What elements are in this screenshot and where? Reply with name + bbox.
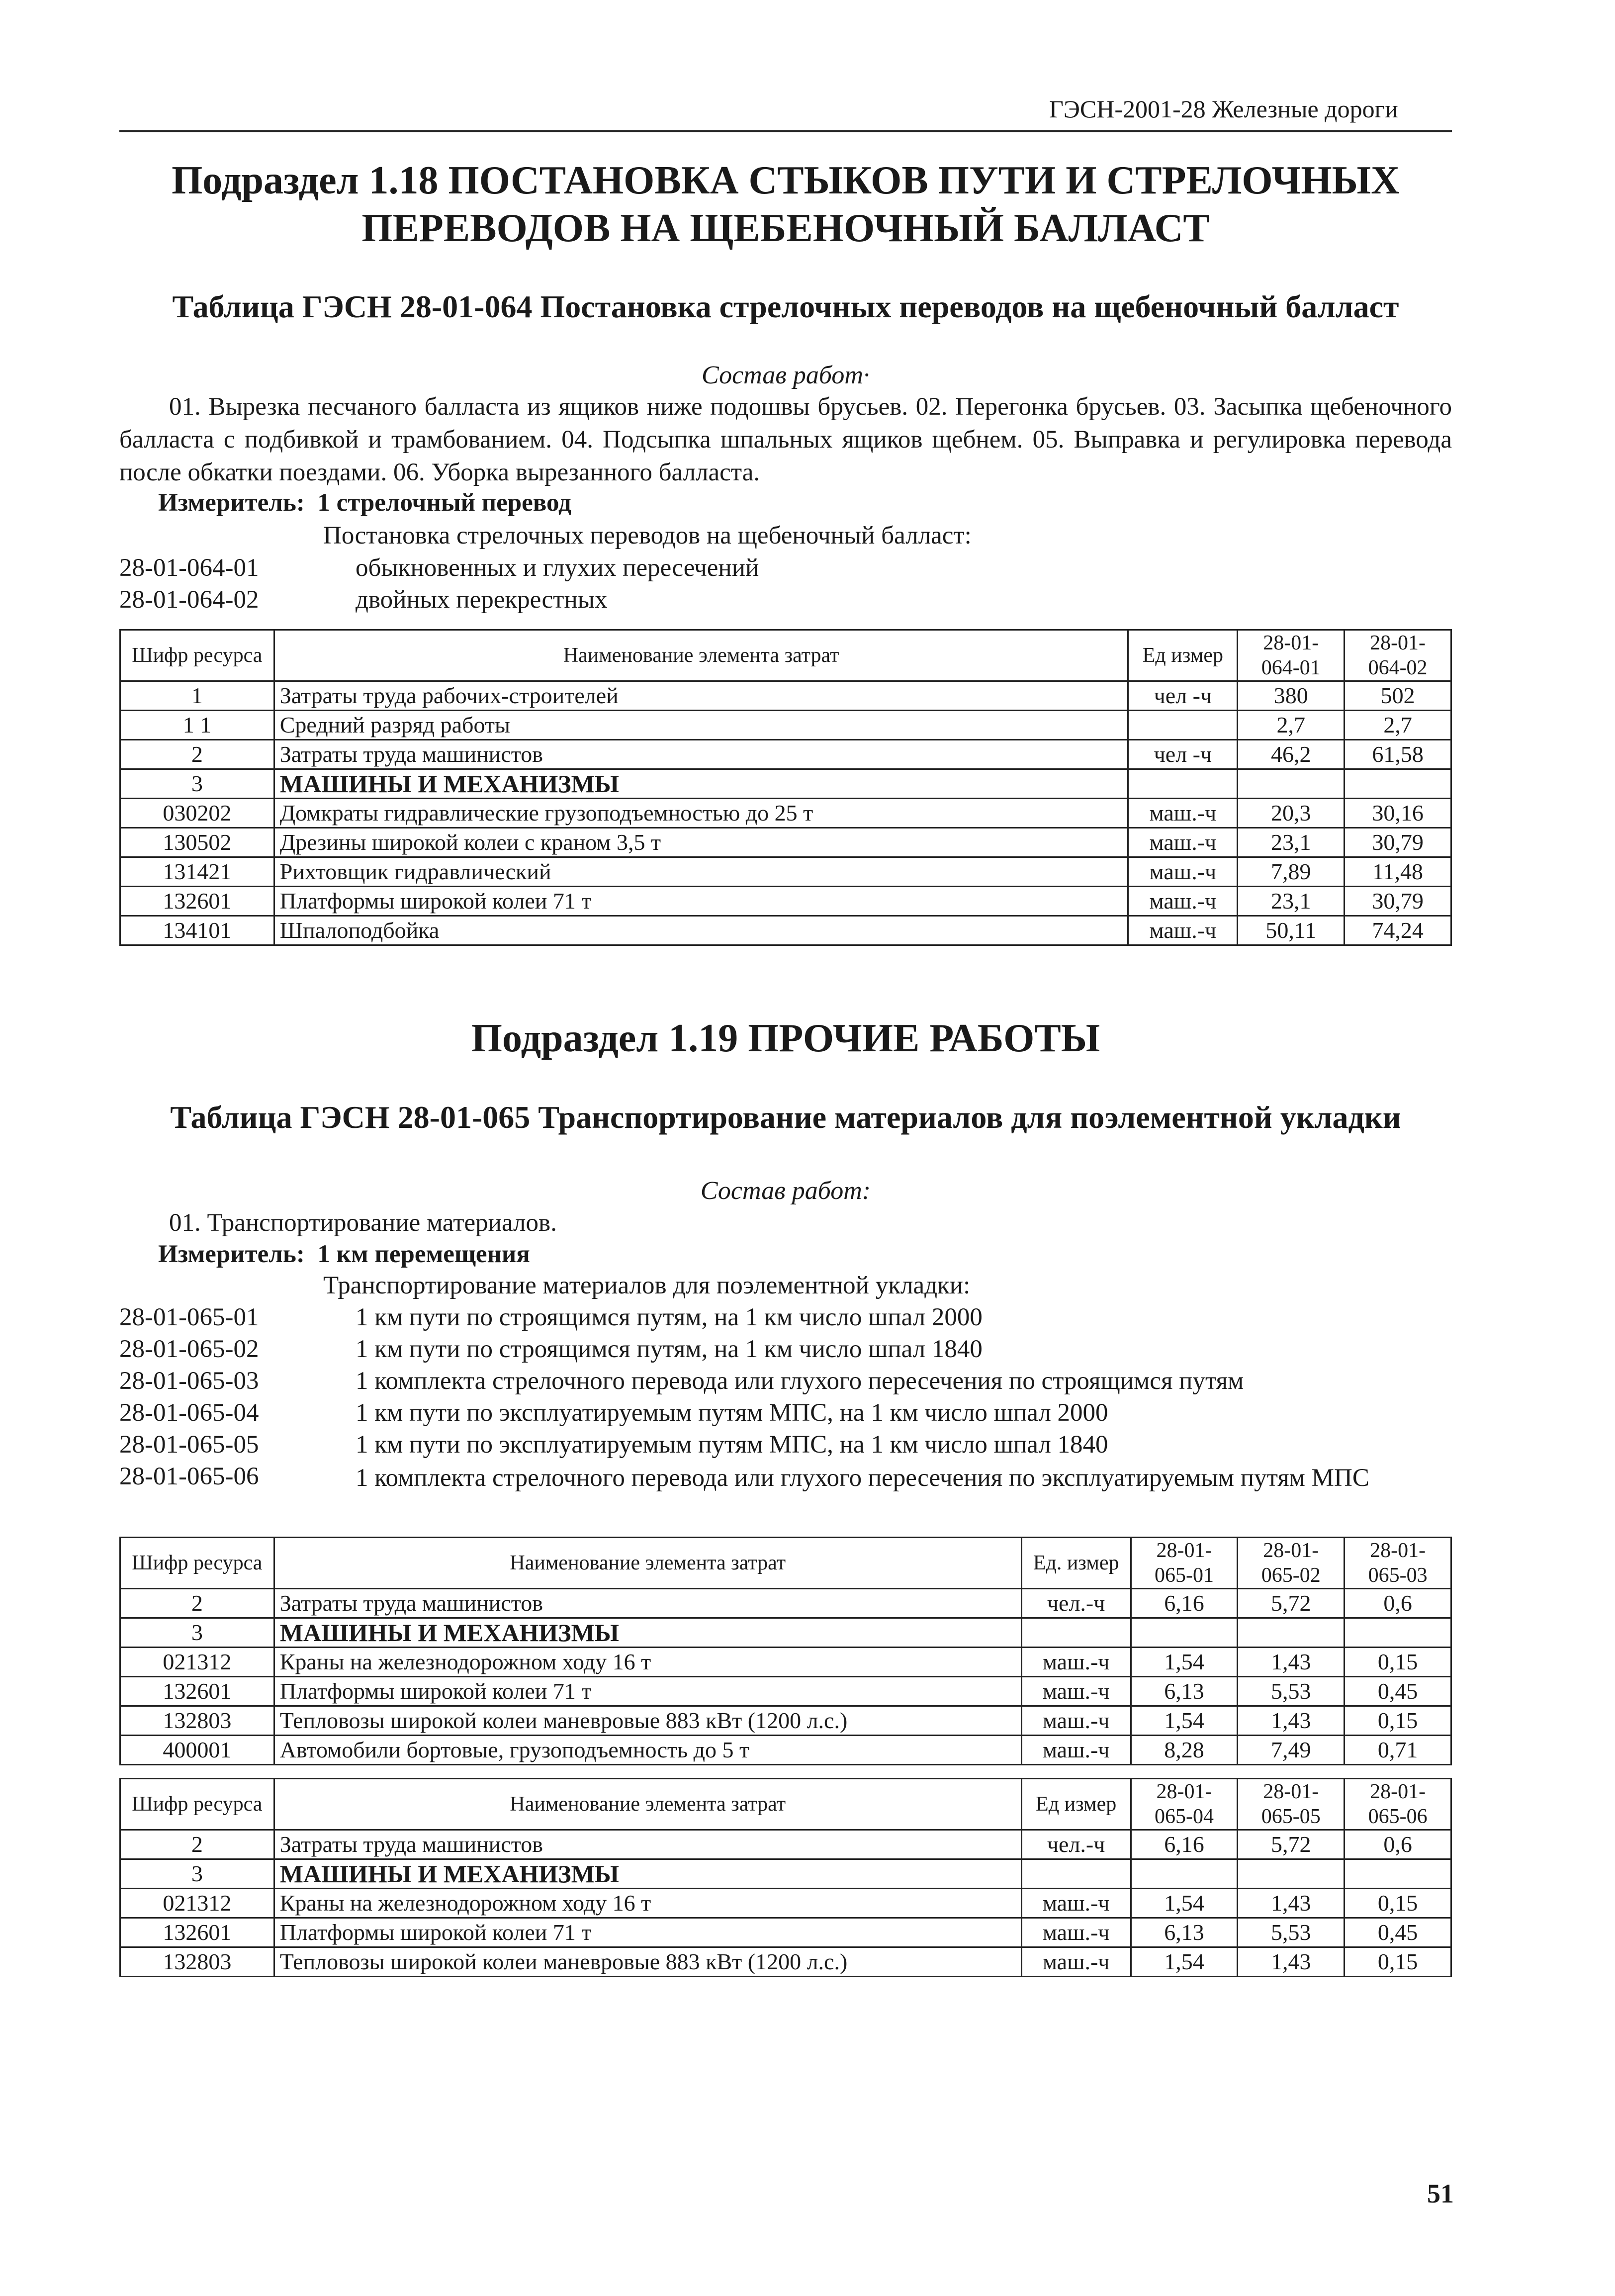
cell: 030202: [120, 799, 274, 828]
cell: 134101: [120, 916, 274, 945]
code-065-04-text: 1 км пути по эксплуатируемым путям МПС, на 1 км число шпал 2000: [356, 1399, 1108, 1427]
cell: маш.-ч: [1128, 916, 1238, 945]
cell: 1,43: [1238, 1889, 1345, 1918]
cell: [1345, 1618, 1451, 1648]
cell: 132803: [120, 1706, 274, 1736]
table-row: [120, 1918, 1451, 1947]
table-row: [120, 1736, 1451, 1765]
cell: Платформы широкой колеи 71 т: [274, 887, 1128, 916]
code-065-01: 28-01-065-01: [119, 1303, 259, 1331]
cell: 23,1: [1238, 828, 1345, 857]
cell: 2,7: [1345, 711, 1451, 740]
cell: 6,13: [1131, 1918, 1238, 1947]
cell: [1128, 711, 1238, 740]
table-row: [120, 1830, 1451, 1859]
cell: 1: [120, 681, 274, 711]
cell: Домкраты гидравлические грузоподъемностью до 25 т: [274, 799, 1128, 828]
cell: 6,16: [1131, 1589, 1238, 1618]
table-row: [120, 828, 1451, 857]
cell: 3: [120, 769, 274, 799]
table-row: [120, 1648, 1451, 1677]
cell: 1,54: [1131, 1706, 1238, 1736]
cell: 50,11: [1238, 916, 1345, 945]
cell: МАШИНЫ И МЕХАНИЗМЫ: [274, 769, 1128, 799]
table-row: [120, 711, 1451, 740]
code-065-02-text: 1 км пути по строящимся путям, на 1 км число шпал 1840: [356, 1335, 983, 1363]
cell: 2: [120, 740, 274, 769]
measure-value: 1 км перемещения: [317, 1240, 530, 1268]
cell: МАШИНЫ И МЕХАНИЗМЫ: [274, 1859, 1021, 1889]
cell: 1,43: [1238, 1706, 1345, 1736]
cell: Затраты труда рабочих-строителей: [274, 681, 1128, 711]
cell: [1345, 1859, 1451, 1889]
cell: Тепловозы широкой колеи маневровые 883 кВт (1200 л.с.): [274, 1947, 1021, 1977]
intro-065: Транспортирование материалов для поэлементной укладки:: [323, 1272, 971, 1299]
section-118-title-line1: Подраздел 1.18 ПОСТАНОВКА СТЫКОВ ПУТИ И СТРЕЛОЧНЫХ: [172, 159, 1400, 202]
cell: [1128, 769, 1238, 799]
cell: 3: [120, 1618, 274, 1648]
measure-065: [158, 1240, 530, 1269]
intro-064: Постановка стрелочных переводов на щебеночный балласт:: [323, 522, 972, 550]
cell: 0,15: [1345, 1706, 1451, 1736]
cell: 1,43: [1238, 1648, 1345, 1677]
col-header: 28-01- 064-02: [1345, 630, 1451, 681]
cell: 11,48: [1345, 857, 1451, 887]
cell: маш.-ч: [1128, 799, 1238, 828]
cell: маш.-ч: [1128, 828, 1238, 857]
cell: 74,24: [1345, 916, 1451, 945]
cell: 0,15: [1345, 1889, 1451, 1918]
table-header-row: [120, 630, 1451, 681]
table-row: [120, 1706, 1451, 1736]
cell: 2: [120, 1830, 274, 1859]
cell: [1238, 1859, 1345, 1889]
cell: 5,72: [1238, 1830, 1345, 1859]
cell: 021312: [120, 1889, 274, 1918]
measure-value: 1 стрелочный перевод: [317, 489, 571, 517]
col-header: 28-01- 065-04: [1131, 1779, 1238, 1830]
col-header: Ед. измер: [1021, 1538, 1131, 1589]
code-065-06-text: 1 комплекта стрелочного перевода или глухого пересечения по эксплуатируемым путям МПС: [356, 1464, 1369, 1492]
col-header: 28-01- 064-01: [1238, 630, 1345, 681]
cell: 20,3: [1238, 799, 1345, 828]
composition-label-064: Состав работ·: [702, 361, 870, 389]
table-065-a: [119, 1537, 1452, 1765]
cell: 0,45: [1345, 1677, 1451, 1706]
code-065-05: 28-01-065-05: [119, 1431, 259, 1459]
cell: чел -ч: [1128, 740, 1238, 769]
cell: маш.-ч: [1128, 857, 1238, 887]
col-header: Шифр ресурса: [120, 1538, 274, 1589]
cell: 5,53: [1238, 1677, 1345, 1706]
table-row: [120, 769, 1451, 799]
cell: [1345, 769, 1451, 799]
cell: 30,79: [1345, 828, 1451, 857]
cell: Затраты труда машинистов: [274, 740, 1128, 769]
table-row: [120, 1947, 1451, 1977]
cell: 0,71: [1345, 1736, 1451, 1765]
cell: 502: [1345, 681, 1451, 711]
col-header: 28-01- 065-05: [1238, 1779, 1345, 1830]
cell: 5,53: [1238, 1918, 1345, 1947]
header-rule: [119, 130, 1452, 132]
cell: 7,49: [1238, 1736, 1345, 1765]
col-header: Ед измер: [1021, 1779, 1131, 1830]
cell: 7,89: [1238, 857, 1345, 887]
cell: [1021, 1859, 1131, 1889]
cell: 0,45: [1345, 1918, 1451, 1947]
cell: 5,72: [1238, 1589, 1345, 1618]
table-row: [120, 916, 1451, 945]
cell: [1131, 1618, 1238, 1648]
cell: 0,15: [1345, 1648, 1451, 1677]
cell: 23,1: [1238, 887, 1345, 916]
code-064-01-text: обыкновенных и глухих пересечений: [356, 554, 759, 582]
cell: 1 1: [120, 711, 274, 740]
table-row: [120, 1618, 1451, 1648]
cell: [1131, 1859, 1238, 1889]
table-row: [120, 1889, 1451, 1918]
col-header: Шифр ресурса: [120, 630, 274, 681]
cell: чел -ч: [1128, 681, 1238, 711]
cell: Затраты труда машинистов: [274, 1589, 1021, 1618]
section-118-title-line2: ПЕРЕВОДОВ НА ЩЕБЕНОЧНЫЙ БАЛЛАСТ: [361, 206, 1210, 250]
cell: 6,13: [1131, 1677, 1238, 1706]
col-header: Ед измер: [1128, 630, 1238, 681]
table-header-row: [120, 1779, 1451, 1830]
code-065-02: 28-01-065-02: [119, 1335, 259, 1363]
code-064-01: 28-01-064-01: [119, 554, 259, 582]
cell: [1238, 1618, 1345, 1648]
table-row: [120, 1589, 1451, 1618]
cell: 1,43: [1238, 1947, 1345, 1977]
cell: 46,2: [1238, 740, 1345, 769]
cell: [1238, 769, 1345, 799]
table-row: [120, 1859, 1451, 1889]
table-header-row: [120, 1538, 1451, 1589]
cell: 132601: [120, 1677, 274, 1706]
cell: [1021, 1618, 1131, 1648]
col-header: Наименование элемента затрат: [274, 630, 1128, 681]
code-065-01-text: 1 км пути по строящимся путям, на 1 км число шпал 2000: [356, 1303, 983, 1331]
cell: 0,6: [1345, 1830, 1451, 1859]
running-header: ГЭСН-2001-28 Железные дороги: [1049, 95, 1398, 123]
composition-text-064: 01. Вырезка песчаного балласта из ящиков ниже подошвы брусьев. 02. Перегонка брусьев. 03. Засыпка щебеночного балласта с подбивкой и трамбованием. 04. Подсыпка шпальных ящиков щебнем. 05. Выправка и регулировка перевода после обкатки поездами. 06. Уборка вырезанного балласта.: [119, 393, 1452, 486]
code-065-06: 28-01-065-06: [119, 1463, 259, 1490]
cell: 131421: [120, 857, 274, 887]
table-064: [119, 629, 1452, 946]
cell: 400001: [120, 1736, 274, 1765]
table-row: [120, 857, 1451, 887]
table-065-b: [119, 1778, 1452, 1977]
cell: 380: [1238, 681, 1345, 711]
code-065-03-text: 1 комплекта стрелочного перевода или глухого пересечения по строящимся путям: [356, 1367, 1244, 1395]
cell: маш.-ч: [1128, 887, 1238, 916]
composition-label-065: Состав работ:: [700, 1177, 871, 1205]
cell: 30,16: [1345, 799, 1451, 828]
measure-label: Измеритель:: [158, 1240, 305, 1268]
measure-label: Измеритель:: [158, 489, 305, 517]
table-065-title: Таблица ГЭСН 28-01-065 Транспортирование материалов для поэлементной укладки: [170, 1100, 1401, 1135]
cell: 1,54: [1131, 1889, 1238, 1918]
cell: маш.-ч: [1021, 1918, 1131, 1947]
table-row: [120, 740, 1451, 769]
cell: Краны на железнодорожном ходу 16 т: [274, 1648, 1021, 1677]
code-065-05-text: 1 км пути по эксплуатируемым путям МПС, на 1 км число шпал 1840: [356, 1431, 1108, 1459]
cell: 1,54: [1131, 1648, 1238, 1677]
cell: 30,79: [1345, 887, 1451, 916]
cell: 3: [120, 1859, 274, 1889]
col-header: 28-01- 065-02: [1238, 1538, 1345, 1589]
cell: Краны на железнодорожном ходу 16 т: [274, 1889, 1021, 1918]
cell: 132601: [120, 1918, 274, 1947]
cell: 2,7: [1238, 711, 1345, 740]
col-header: Наименование элемента затрат: [274, 1779, 1021, 1830]
table-row: [120, 887, 1451, 916]
cell: Автомобили бортовые, грузоподъемность до 5 т: [274, 1736, 1021, 1765]
cell: 6,16: [1131, 1830, 1238, 1859]
measure-064: [158, 488, 571, 517]
cell: 0,6: [1345, 1589, 1451, 1618]
cell: Платформы широкой колеи 71 т: [274, 1677, 1021, 1706]
cell: Дрезины широкой колеи с краном 3,5 т: [274, 828, 1128, 857]
code-065-03: 28-01-065-03: [119, 1367, 259, 1395]
cell: МАШИНЫ И МЕХАНИЗМЫ: [274, 1618, 1021, 1648]
cell: Затраты труда машинистов: [274, 1830, 1021, 1859]
table-064-title: Таблица ГЭСН 28-01-064 Постановка стрелочных переводов на щебеночный балласт: [172, 289, 1399, 324]
cell: 130502: [120, 828, 274, 857]
cell: 0,15: [1345, 1947, 1451, 1977]
table-row: [120, 1677, 1451, 1706]
cell: Средний разряд работы: [274, 711, 1128, 740]
cell: чел.-ч: [1021, 1589, 1131, 1618]
cell: Рихтовщик гидравлический: [274, 857, 1128, 887]
col-header: Шифр ресурса: [120, 1779, 274, 1830]
col-header: 28-01- 065-01: [1131, 1538, 1238, 1589]
table-row: [120, 681, 1451, 711]
page-number: 51: [1427, 2179, 1454, 2208]
cell: 1,54: [1131, 1947, 1238, 1977]
table-row: [120, 799, 1451, 828]
cell: маш.-ч: [1021, 1947, 1131, 1977]
cell: Тепловозы широкой колеи маневровые 883 кВт (1200 л.с.): [274, 1706, 1021, 1736]
cell: маш.-ч: [1021, 1677, 1131, 1706]
cell: Шпалоподбойка: [274, 916, 1128, 945]
col-header: 28-01- 065-06: [1345, 1779, 1451, 1830]
col-header: 28-01- 065-03: [1345, 1538, 1451, 1589]
cell: маш.-ч: [1021, 1889, 1131, 1918]
cell: 8,28: [1131, 1736, 1238, 1765]
cell: 132601: [120, 887, 274, 916]
cell: Платформы широкой колеи 71 т: [274, 1918, 1021, 1947]
code-065-04: 28-01-065-04: [119, 1399, 259, 1427]
code-064-02-text: двойных перекрестных: [356, 586, 608, 614]
section-119-title: Подраздел 1.19 ПРОЧИЕ РАБОТЫ: [471, 1016, 1100, 1060]
col-header: Наименование элемента затрат: [274, 1538, 1021, 1589]
cell: маш.-ч: [1021, 1736, 1131, 1765]
cell: маш.-ч: [1021, 1648, 1131, 1677]
composition-text-065: 01. Транспортирование материалов.: [169, 1209, 557, 1237]
cell: 2: [120, 1589, 274, 1618]
cell: 021312: [120, 1648, 274, 1677]
cell: маш.-ч: [1021, 1706, 1131, 1736]
cell: чел.-ч: [1021, 1830, 1131, 1859]
cell: 132803: [120, 1947, 274, 1977]
cell: 61,58: [1345, 740, 1451, 769]
code-064-02: 28-01-064-02: [119, 586, 259, 614]
